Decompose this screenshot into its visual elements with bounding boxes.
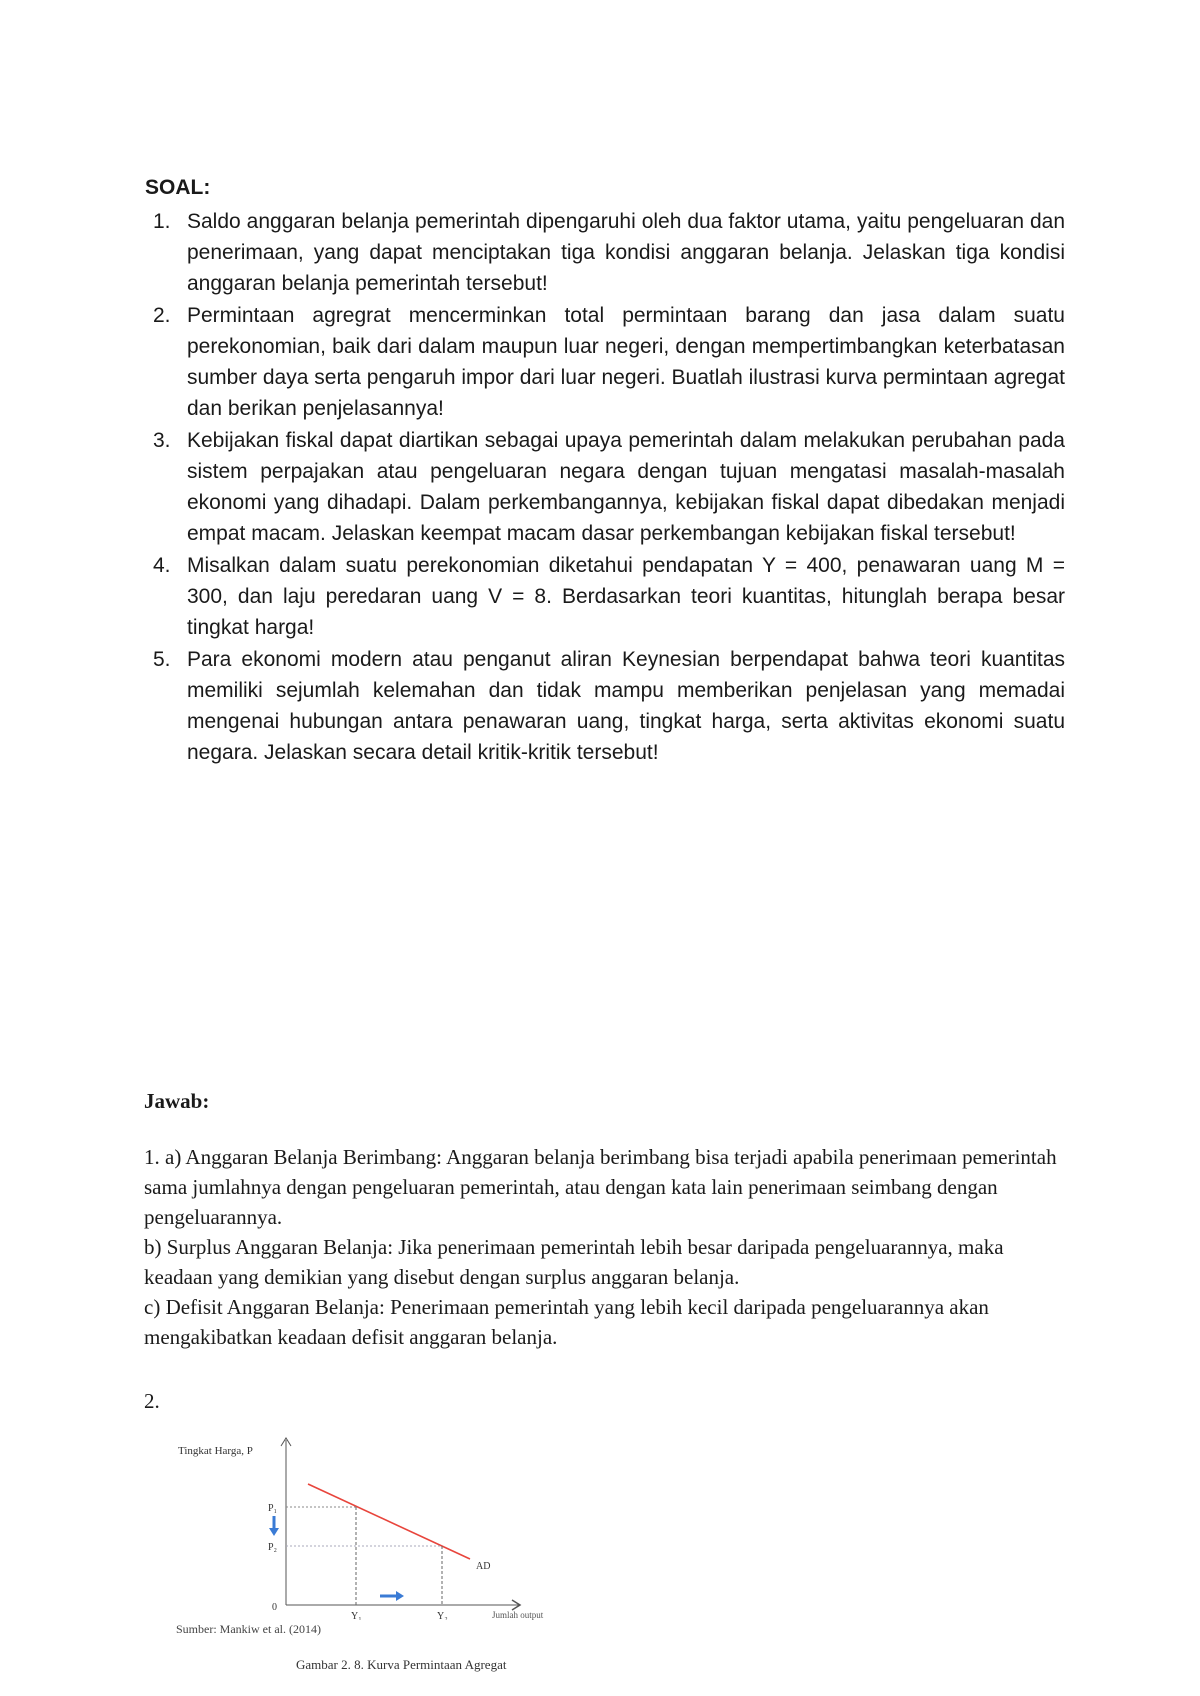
y1-label: Y₁: [351, 1611, 362, 1620]
p2-label: P₂: [268, 1542, 278, 1553]
soal-heading: SOAL:: [145, 176, 211, 199]
ad-label: AD: [476, 1561, 491, 1572]
question-item: [145, 300, 1065, 424]
question-number: 4.: [153, 554, 171, 577]
answer-1c: c) Defisit Anggaran Belanja: Penerimaan pemerintah yang lebih kecil daripada pengeluarannya akan mengakibatkan keadaan defisit anggaran belanja.: [144, 1295, 989, 1349]
question-number: 1.: [153, 210, 171, 233]
ad-curve: [308, 1484, 470, 1559]
y2-label: Y₂: [437, 1611, 448, 1620]
right-arrow-icon: [380, 1591, 404, 1601]
question-text: Saldo anggaran belanja pemerintah dipengaruhi oleh dua faktor utama, yaitu pengeluaran dan penerimaan, yang dapat menciptakan tiga kondisi anggaran belanja. Jelaskan tiga kondisi anggaran belanja pemerintah tersebut!: [187, 210, 1065, 295]
p1-label: P₁: [268, 1503, 278, 1514]
answers-section: [144, 1086, 1064, 1352]
answer-1b: b) Surplus Anggaran Belanja: Jika penerimaan pemerintah lebih besar daripada pengeluarannya, maka keadaan yang demikian yang disebut dengan surplus anggaran belanja.: [144, 1235, 1004, 1289]
origin-label: 0: [272, 1602, 277, 1613]
question-text: Misalkan dalam suatu perekonomian diketahui pendapatan Y = 400, penawaran uang M = 300, dan laju peredaran uang V = 8. Berdasarkan teori kuantitas, hitunglah berapa besar tingkat harga!: [187, 554, 1065, 639]
question-text: Para ekonomi modern atau penganut aliran Keynesian berpendapat bahwa teori kuantitas memiliki sejumlah kelemahan dan tidak mampu memberikan penjelasan yang memadai mengenai hubungan antara penawaran uang, tingkat harga, serta aktivitas ekonomi suatu negara. Jelaskan secara detail kritik-kritik tersebut!: [187, 648, 1065, 764]
question-number: 5.: [153, 648, 171, 671]
question-item: [145, 206, 1065, 299]
question-list: [145, 206, 1065, 768]
down-arrow-icon: [269, 1516, 279, 1536]
question-item: [145, 425, 1065, 549]
question-number: 3.: [153, 429, 171, 452]
question-text: Kebijakan fiskal dapat diartikan sebagai upaya pemerintah dalam melakukan perubahan pada sistem perpajakan atau pengeluaran negara dengan tujuan mengatasi masalah-masalah ekonomi yang dihadapi. Dalam perkembangannya, kebijakan fiskal dapat dibedakan menjadi empat macam. Jelaskan keempat macam dasar perkembangan kebijakan fiskal tersebut!: [187, 429, 1065, 545]
jawab-heading: Jawab:: [144, 1089, 210, 1113]
aggregate-demand-figure: [160, 1410, 580, 1620]
figure-source: Sumber: Mankiw et al. (2014): [176, 1622, 321, 1636]
answer-2-label: 2.: [144, 1389, 160, 1413]
figure-caption: Gambar 2. 8. Kurva Permintaan Agregat: [296, 1657, 507, 1672]
y-axis-label: Tingkat Harga, P: [178, 1445, 253, 1457]
question-item: [145, 550, 1065, 643]
question-item: [145, 644, 1065, 768]
questions-section: [145, 172, 1065, 769]
answer-1a: 1. a) Anggaran Belanja Berimbang: Anggaran belanja berimbang bisa terjadi apabila penerimaan pemerintah sama jumlahnya dengan pengeluaran pemerintah, atau dengan kata lain penerimaan seimbang dengan pengeluarannya.: [144, 1145, 1057, 1229]
question-text: Permintaan agregrat mencerminkan total permintaan barang dan jasa dalam suatu perekonomian, baik dari dalam maupun luar negeri, dengan mempertimbangkan keterbatasan sumber daya serta pengaruh impor dari luar negeri. Buatlah ilustrasi kurva permintaan agregat dan berikan penjelasannya!: [187, 304, 1065, 420]
question-number: 2.: [153, 304, 171, 327]
x-axis-label: Jumlah output: [492, 1610, 544, 1620]
